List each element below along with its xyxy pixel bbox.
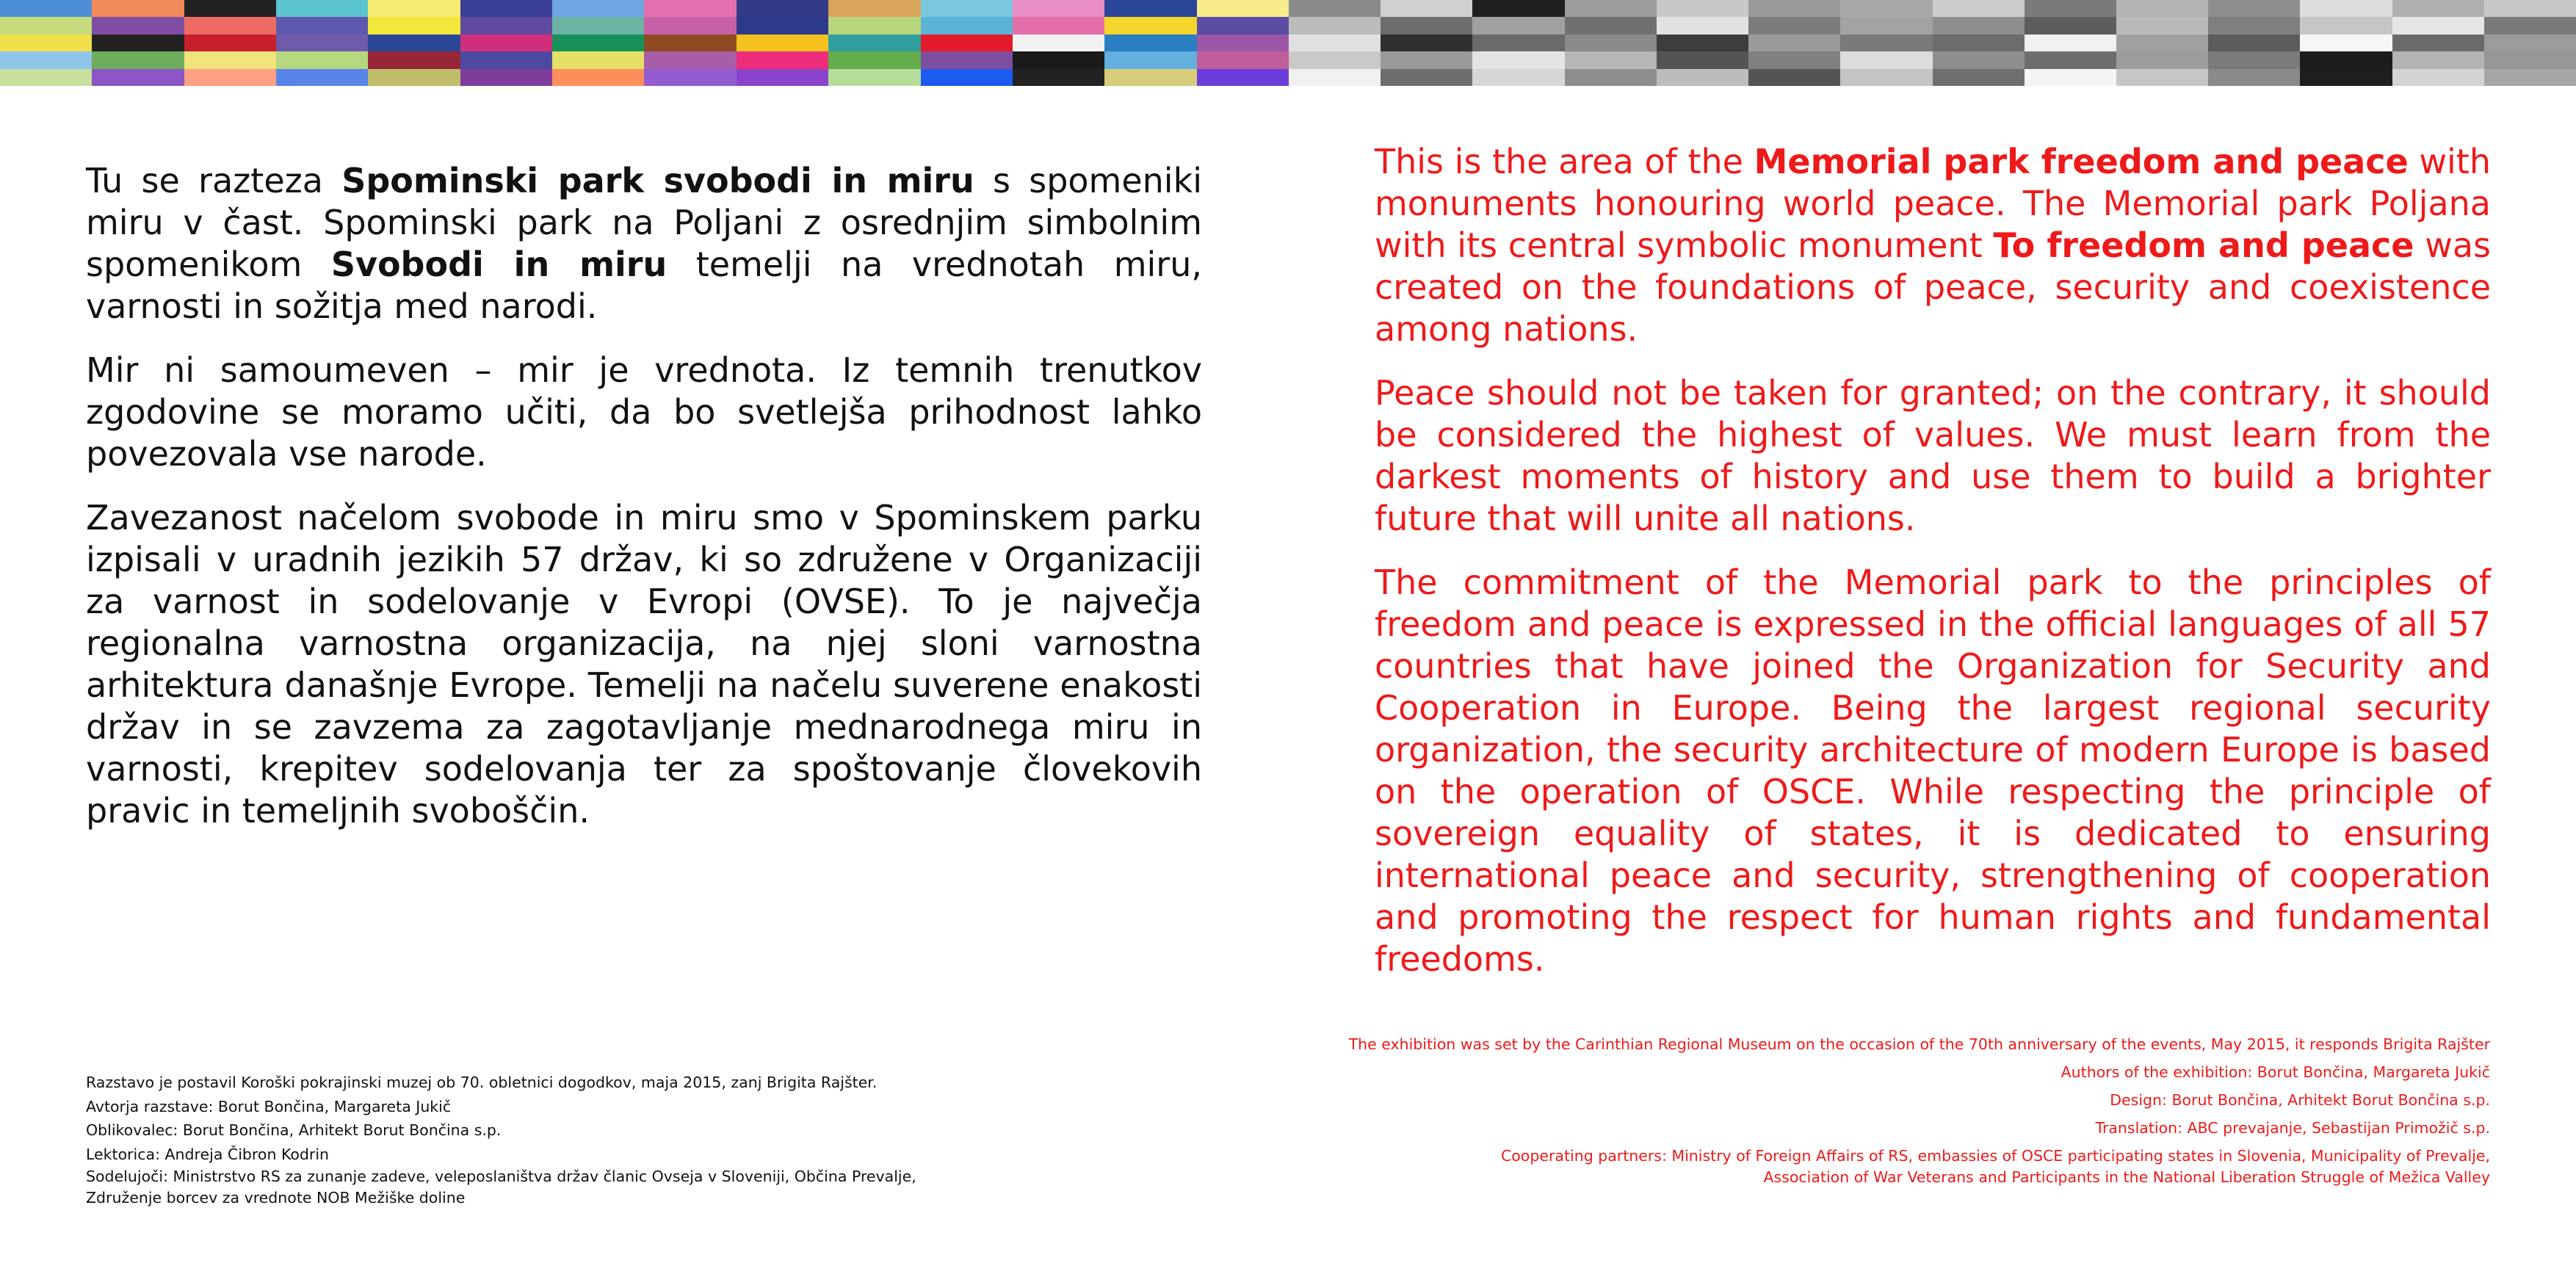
swatch-cell: [1565, 35, 1657, 51]
swatch-cell: [368, 0, 460, 17]
swatch-cell: [1381, 0, 1472, 17]
slovenian-text-column: [86, 160, 1202, 854]
swatch-cell: [2300, 35, 2392, 51]
swatch-cell: [1013, 17, 1104, 34]
peace-paragraph-sl: Mir ni samoumeven – mir je vrednota. Iz temnih trenutkov zgodovine se moramo učiti, da bo svetlejša prihodnost lahko povezovala vse narode.: [86, 350, 1202, 474]
swatch-cell: [460, 17, 552, 34]
intro-paragraph-en: [1375, 141, 2491, 350]
osce-paragraph-en: The commitment of the Memorial park to the principles of freedom and peace is expressed in the official languages of all 57 countries that have joined the Organization for Security and Cooperation in Europe. Being the largest regional security organization, the security architecture of modern Europe is based on the operation of OSCE. While respecting the principle of sovereign equality of states, it is dedicated to ensuring international peace and security, strengthening of cooperation and promoting the respect for human rights and fundamental freedoms.: [1375, 562, 2491, 979]
swatch-cell: [92, 51, 184, 68]
swatch-cell: [92, 69, 184, 86]
swatch-cell: [2300, 51, 2392, 68]
swatch-cell: [276, 17, 368, 34]
swatch-cell: [1197, 0, 1289, 17]
swatch-cell: [1197, 51, 1289, 68]
swatch-cell: [644, 51, 736, 68]
swatch-cell: [921, 35, 1013, 51]
swatch-cell: [368, 35, 460, 51]
swatch-cell: [0, 69, 92, 86]
swatch-cell: [1104, 69, 1196, 86]
swatch-cell: [1748, 0, 1840, 17]
swatch-cell: [1657, 17, 1748, 34]
swatch-cell: [828, 17, 920, 34]
credit-design: Design: Borut Bončina, Arhitekt Borut Bončina s.p.: [2110, 1091, 2490, 1109]
peace-paragraph-en: Peace should not be taken for granted; on the contrary, it should be considered the highest of values. We must learn from the darkest moments of history and use them to build a brighter future that will unite all nations.: [1375, 373, 2491, 538]
swatch-cell: [2208, 17, 2300, 34]
swatch-cell: [1565, 0, 1657, 17]
swatch-cell: [2208, 35, 2300, 51]
swatch-cell: [1748, 17, 1840, 34]
swatch-cell: [1657, 0, 1748, 17]
swatch-cell: [1197, 69, 1289, 86]
swatch-cell: [1840, 51, 1932, 68]
swatch-cell: [2484, 69, 2576, 86]
swatch-cell: [0, 0, 92, 17]
decorative-color-bands: [0, 0, 2576, 86]
swatch-cell: [2116, 35, 2208, 51]
swatch-cell: [2116, 69, 2208, 86]
swatch-cell: [1104, 0, 1196, 17]
swatch-cell: [2392, 51, 2484, 68]
swatch-cell: [2025, 0, 2116, 17]
swatch-cell: [368, 17, 460, 34]
swatch-cell: [1013, 35, 1104, 51]
swatch-cell: [1933, 0, 2025, 17]
swatch-cell: [828, 69, 920, 86]
swatch-cell: [2208, 51, 2300, 68]
credit-authors: Authors of the exhibition: Borut Bončina, Margareta Jukič: [2061, 1063, 2490, 1081]
swatch-cell: [2208, 69, 2300, 86]
swatch-cell: [737, 0, 828, 17]
swatch-cell: [1472, 17, 1564, 34]
swatch-cell: [1104, 35, 1196, 51]
swatch-cell: [1197, 17, 1289, 34]
swatch-cell: [1840, 69, 1932, 86]
swatch-cell: [2392, 17, 2484, 34]
swatch-cell: [1104, 17, 1196, 34]
swatch-cell: [1289, 51, 1381, 68]
swatch-cell: [644, 17, 736, 34]
swatch-cell: [368, 69, 460, 86]
swatch-cell: [1289, 35, 1381, 51]
swatch-cell: [1013, 51, 1104, 68]
swatch-cell: [737, 35, 828, 51]
credits-slovenian: [86, 1071, 1187, 1209]
english-text-column: [1375, 141, 2491, 1002]
swatch-cell: [1472, 0, 1564, 17]
swatch-cell: [2484, 35, 2576, 51]
swatch-cell: [1381, 51, 1472, 68]
swatch-cell: [184, 51, 276, 68]
swatch-cell: [2484, 17, 2576, 34]
swatch-cell: [2208, 0, 2300, 17]
swatch-cell: [1381, 69, 1472, 86]
monument-name-bold: Svobodi in miru: [330, 245, 667, 284]
swatch-cell: [2392, 69, 2484, 86]
swatch-cell: [2484, 51, 2576, 68]
park-name-bold: Spominski park svobodi in miru: [341, 161, 974, 200]
swatch-cell: [1933, 51, 2025, 68]
swatch-cell: [2025, 51, 2116, 68]
swatch-cell: [1289, 69, 1381, 86]
swatch-cell: [460, 0, 552, 17]
swatch-cell: [1657, 69, 1748, 86]
swatch-cell: [276, 69, 368, 86]
swatch-cell: [1381, 35, 1472, 51]
swatch-cell: [1565, 69, 1657, 86]
swatch-cell: [2300, 69, 2392, 86]
swatch-cell: [737, 17, 828, 34]
osce-paragraph-sl: Zavezanost načelom svobode in miru smo v Spominskem parku izpisali v uradnih jezikih 57 držav, ki so združene v Organizaciji za varnost in sodelovanje v Evropi (OVSE). To je največja regionalna varnostna organizacija, na njej sloni varnostna arhitektura današnje Evrope. Temelji na načelu suverene enakosti držav in se zavzema za zagotavljanje mednarodnega miru in varnosti, krepitev sodelovanja ter za spoštovanje človekovih pravic in temeljnih svoboščin.: [86, 498, 1202, 831]
swatch-cell: [276, 0, 368, 17]
swatch-cell: [1289, 17, 1381, 34]
swatch-cell: [737, 69, 828, 86]
swatch-cell: [1657, 51, 1748, 68]
swatch-cell: [1933, 35, 2025, 51]
swatch-cell: [828, 51, 920, 68]
text-run: Tu se razteza: [86, 161, 342, 200]
swatch-cell: [0, 35, 92, 51]
swatch-cell: [1104, 51, 1196, 68]
swatch-cell: [921, 0, 1013, 17]
swatch-cell: [92, 0, 184, 17]
swatch-cell: [644, 35, 736, 51]
swatch-cell: [1472, 35, 1564, 51]
swatch-cell: [921, 69, 1013, 86]
swatch-cell: [644, 69, 736, 86]
text-run: was created on the foundations of peace, security and coexistence among nations.: [1375, 225, 2491, 349]
swatch-cell: [92, 17, 184, 34]
monument-name-bold: To freedom and peace: [1993, 225, 2414, 265]
swatch-cell: [2025, 69, 2116, 86]
grayscale-swatch-band: [1289, 0, 2576, 86]
swatch-cell: [2300, 17, 2392, 34]
credit-proofreading: Lektorica: Andreja Čibron Kodrin: [86, 1145, 330, 1163]
swatch-cell: [2025, 17, 2116, 34]
swatch-cell: [0, 17, 92, 34]
swatch-cell: [1289, 0, 1381, 17]
swatch-cell: [828, 35, 920, 51]
swatch-cell: [552, 51, 644, 68]
text-run: with monuments honouring world peace. The Memorial park Poljana with its central symbolic monument: [1375, 142, 2492, 265]
swatch-cell: [1748, 51, 1840, 68]
swatch-cell: [552, 0, 644, 17]
swatch-cell: [184, 69, 276, 86]
swatch-cell: [921, 51, 1013, 68]
swatch-cell: [276, 51, 368, 68]
swatch-cell: [2300, 0, 2392, 17]
intro-paragraph-sl: [86, 160, 1202, 328]
swatch-cell: [1565, 51, 1657, 68]
swatch-cell: [2025, 35, 2116, 51]
swatch-cell: [2116, 17, 2208, 34]
swatch-cell: [644, 0, 736, 17]
swatch-cell: [368, 51, 460, 68]
credits-english: [1278, 1034, 2490, 1195]
swatch-cell: [460, 69, 552, 86]
swatch-cell: [2116, 0, 2208, 17]
swatch-cell: [1013, 0, 1104, 17]
swatch-cell: [1013, 69, 1104, 86]
swatch-cell: [1657, 35, 1748, 51]
credit-design: Oblikovalec: Borut Bončina, Arhitekt Borut Bončina s.p.: [86, 1121, 502, 1139]
color-swatch-band: [0, 0, 1289, 86]
text-run: This is the area of the: [1375, 142, 1754, 181]
park-name-bold: Memorial park freedom and peace: [1754, 142, 2409, 181]
swatch-cell: [1840, 35, 1932, 51]
swatch-cell: [1472, 51, 1564, 68]
swatch-cell: [184, 17, 276, 34]
credit-authors: Avtorja razstave: Borut Bončina, Margareta Jukič: [86, 1097, 452, 1115]
swatch-cell: [552, 69, 644, 86]
swatch-cell: [0, 51, 92, 68]
swatch-cell: [737, 51, 828, 68]
credit-partners: Cooperating partners: Ministry of Foreign Affairs of RS, embassies of OSCE participating states in Slovenia, Municipality of Prevalje, Association of War Veterans and Participants in the National Liberation Struggle of Mežica Valley: [1500, 1147, 2490, 1186]
swatch-cell: [1197, 35, 1289, 51]
swatch-cell: [1840, 0, 1932, 17]
credit-partners: Sodelujoči: Ministrstvo RS za zunanje zadeve, veleposlaništva držav članic Ovseja v Sloveniji, Občina Prevalje, Združenje borcev za vrednote NOB Mežiške doline: [86, 1168, 916, 1206]
swatch-cell: [552, 17, 644, 34]
credit-organizer: Razstavo je postavil Koroški pokrajinski muzej ob 70. obletnici dogodkov, maja 2015, zanj Brigita Rajšter.: [86, 1074, 878, 1091]
credit-translation: Translation: ABC prevajanje, Sebastijan Primožič s.p.: [2095, 1119, 2490, 1137]
swatch-cell: [1381, 17, 1472, 34]
swatch-cell: [552, 35, 644, 51]
swatch-cell: [1472, 69, 1564, 86]
swatch-cell: [184, 35, 276, 51]
swatch-cell: [1565, 17, 1657, 34]
swatch-cell: [1933, 69, 2025, 86]
swatch-cell: [1933, 17, 2025, 34]
swatch-cell: [184, 0, 276, 17]
swatch-cell: [92, 35, 184, 51]
swatch-cell: [1748, 35, 1840, 51]
swatch-cell: [2116, 51, 2208, 68]
swatch-cell: [2484, 0, 2576, 17]
swatch-cell: [921, 17, 1013, 34]
credit-organizer: The exhibition was set by the Carinthian Regional Museum on the occasion of the 70th anniversary of the events, May 2015, it responds Brigita Rajšter: [1348, 1035, 2490, 1053]
swatch-cell: [2392, 0, 2484, 17]
swatch-cell: [828, 0, 920, 17]
swatch-cell: [1748, 69, 1840, 86]
text-run: s spomeniki miru v čast. Spominski park na Poljani z osrednjim simbolnim spomenikom: [86, 161, 1202, 284]
swatch-cell: [276, 35, 368, 51]
swatch-cell: [460, 51, 552, 68]
swatch-cell: [1840, 17, 1932, 34]
swatch-cell: [460, 35, 552, 51]
swatch-cell: [2392, 35, 2484, 51]
text-run: temelji na vrednotah miru, varnosti in sožitja med narodi.: [86, 245, 1202, 326]
